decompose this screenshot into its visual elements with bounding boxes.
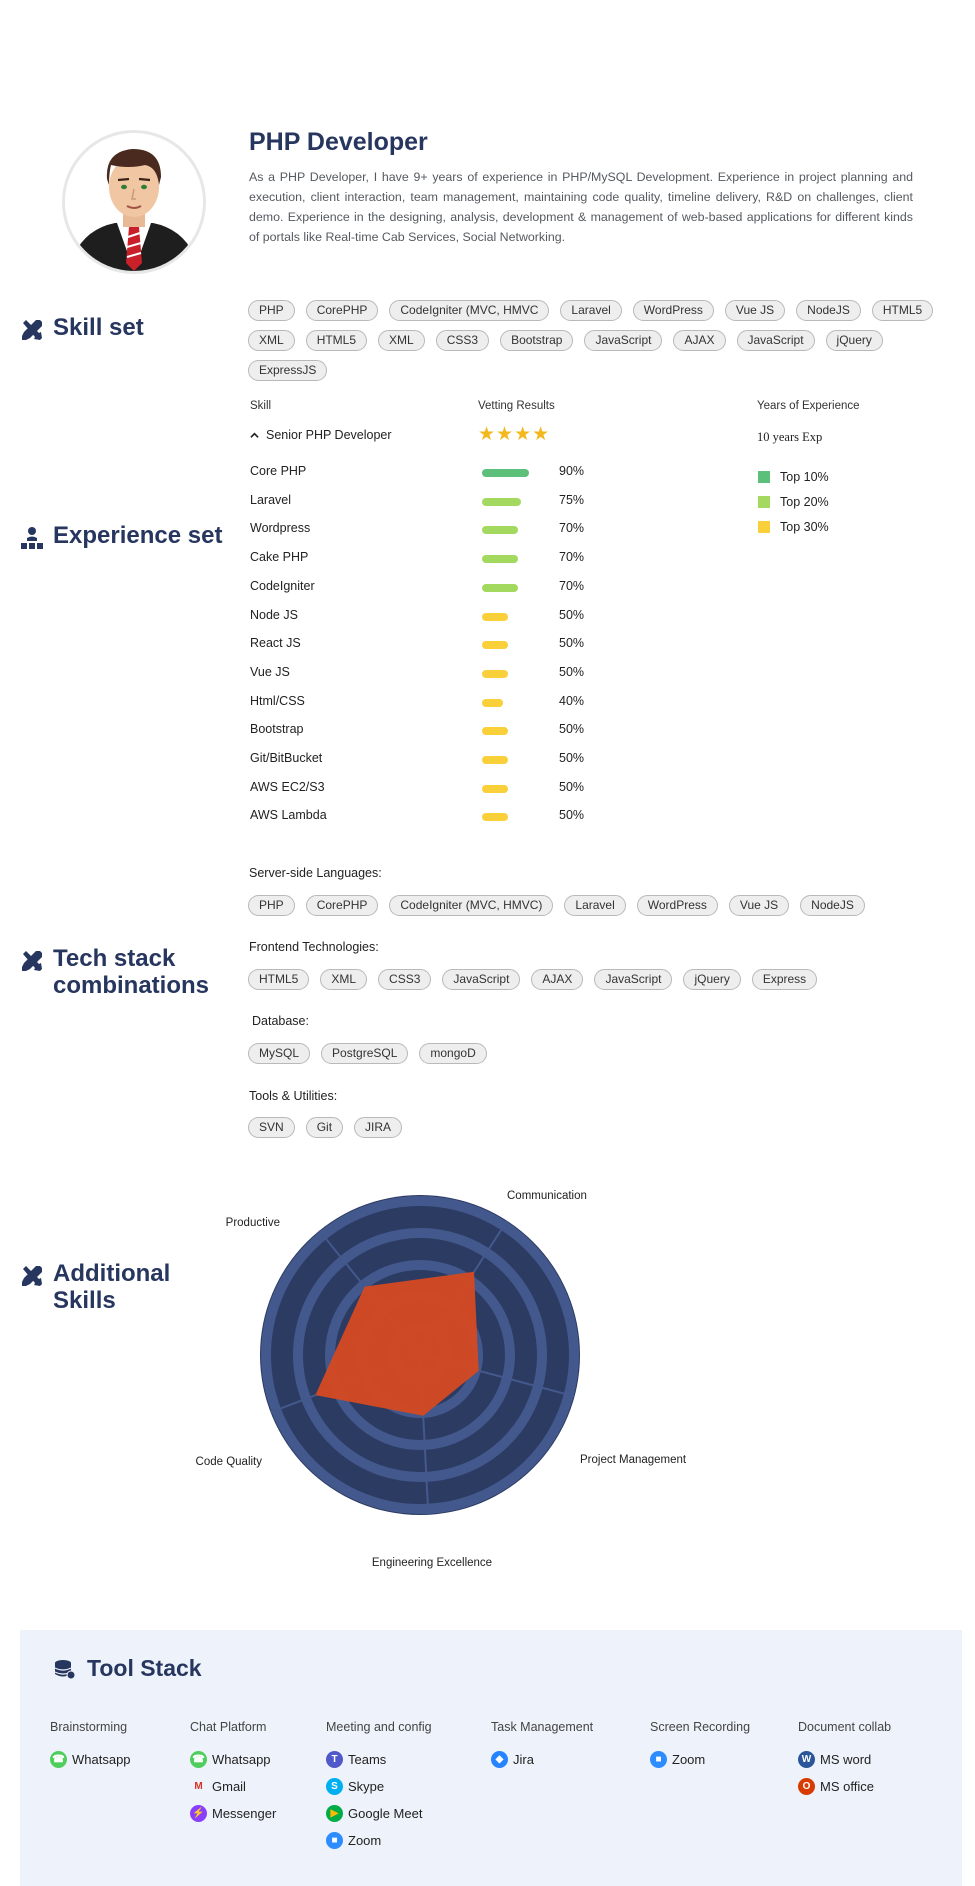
skill-name: Core PHP: [250, 464, 307, 478]
column-header-vetting: Vetting Results: [478, 400, 555, 412]
tool-name: Gmail: [212, 1778, 246, 1794]
tool-category-label: Chat Platform: [190, 1720, 267, 1734]
frontend-tag: Express: [752, 969, 817, 990]
server-side-tag: CorePHP: [306, 895, 379, 916]
frontend-tag: jQuery: [683, 969, 740, 990]
frontend-tag: JavaScript: [442, 969, 520, 990]
star-icon: ★: [514, 424, 532, 445]
star-icon: ★: [532, 424, 550, 445]
table-row: [250, 751, 610, 769]
tool-name: MS word: [820, 1751, 872, 1767]
server-side-tag: Laravel: [564, 895, 625, 916]
tool-item: [650, 1750, 750, 1768]
skill-percent: 70%: [559, 550, 585, 565]
skill-percent: 75%: [559, 492, 585, 507]
skill-tag: JavaScript: [737, 330, 815, 351]
tool-category-label: Screen Recording: [650, 1720, 751, 1734]
zoom-icon: ■: [326, 1832, 343, 1849]
teams-icon: T: [326, 1751, 343, 1768]
tools-icon: [20, 949, 44, 973]
frontend-tag: CSS3: [378, 969, 431, 990]
skill-name: Wordpress: [250, 521, 311, 536]
additional-skills-heading: [20, 1260, 170, 1314]
skill-name: Html/CSS: [250, 693, 305, 708]
tool-name: Whatsapp: [212, 1751, 271, 1767]
skill-percent: 70%: [559, 521, 585, 536]
radar-axis-label: Engineering Excellence: [371, 1557, 493, 1569]
server-side-label: Server-side Languages:: [249, 866, 382, 880]
skill-name: AWS Lambda: [250, 808, 327, 823]
skill-name: Bootstrap: [250, 722, 304, 737]
skill-tag: jQuery: [826, 330, 883, 351]
server-side-tag: NodeJS: [800, 895, 865, 916]
tools-label: Tools & Utilities:: [249, 1089, 338, 1103]
tool-item: [326, 1777, 432, 1795]
table-row: [250, 694, 610, 712]
skill-tag: XML: [248, 330, 295, 351]
server-side-tags: [248, 895, 876, 916]
table-row: [250, 521, 610, 539]
tool-name: Whatsapp: [72, 1751, 131, 1767]
tech-stack-title-line-2: combinations: [53, 972, 210, 999]
gmail-icon: M: [194, 1780, 203, 1792]
skill-name: Git/BitBucket: [250, 751, 323, 765]
skill-name: Node JS: [250, 607, 298, 622]
tool-item: [190, 1777, 276, 1795]
skill-percent: 50%: [559, 664, 585, 679]
legend-swatch: [758, 496, 770, 508]
messenger-icon: ⚡: [190, 1805, 207, 1822]
skill-progress-bar: [482, 813, 508, 821]
table-row: [250, 808, 610, 826]
tool-item: [326, 1831, 432, 1849]
skill-name: React JS: [250, 636, 301, 651]
legend-swatch: [758, 471, 770, 483]
tool-stack-panel: [20, 1630, 962, 1886]
legend-label: Top 20%: [780, 495, 829, 509]
tool-category-label: Document collab: [798, 1720, 892, 1734]
skill-tag: CorePHP: [306, 300, 379, 321]
frontend-tag: XML: [320, 969, 367, 990]
database-label: Database:: [252, 1014, 309, 1028]
table-row: [250, 464, 610, 482]
tools-icon: [20, 1264, 44, 1288]
table-row: [250, 608, 610, 626]
skill-tag: AJAX: [673, 330, 725, 351]
tool-category-label: Task Management: [491, 1720, 594, 1734]
skill-tag: Vue JS: [725, 300, 785, 321]
tool-item: [50, 1750, 131, 1768]
legend-label: Top 30%: [780, 520, 829, 534]
table-row: [250, 579, 610, 597]
tool-item: [326, 1804, 432, 1822]
skill-progress-bar: [482, 785, 508, 793]
tool-category-column: [326, 1720, 432, 1858]
tool-tag: SVN: [248, 1117, 295, 1138]
table-row: [250, 665, 610, 683]
database-tag: PostgreSQL: [321, 1043, 408, 1064]
legend-label: Top 10%: [780, 470, 829, 484]
legend-swatch: [758, 521, 770, 533]
tech-stack-heading: [20, 945, 209, 999]
skill-percent: 50%: [559, 751, 585, 765]
skill-percent: 70%: [559, 578, 585, 593]
tool-category-column: [798, 1720, 891, 1804]
skill-tag: WordPress: [633, 300, 714, 321]
tool-item: [798, 1750, 891, 1768]
skill-set-tags: [248, 300, 948, 381]
tool-category-column: [650, 1720, 750, 1777]
skill-name: AWS EC2/S3: [250, 779, 325, 794]
skill-progress-bar: [482, 756, 508, 764]
additional-skills-title-line-1: Additional: [53, 1260, 171, 1287]
skill-percent: 50%: [559, 722, 585, 737]
tool-item: [190, 1750, 276, 1768]
rating-stars: [478, 425, 549, 445]
tool-name: Messenger: [212, 1805, 277, 1821]
skill-name: Laravel: [250, 492, 291, 507]
database-stack-icon: [53, 1658, 75, 1680]
whatsapp-icon: ☎: [50, 1751, 67, 1768]
tool-category-column: [50, 1720, 131, 1777]
legend-item: [758, 520, 829, 534]
database-tag: MySQL: [248, 1043, 310, 1064]
tool-stack-heading: [53, 1655, 202, 1682]
database-tag: mongoD: [419, 1043, 486, 1064]
skill-name: Cake PHP: [250, 550, 309, 565]
skill-percent: 50%: [559, 607, 585, 622]
skill-progress-bar: [482, 699, 503, 707]
tool-category-column: [491, 1720, 593, 1777]
tool-item: [190, 1804, 276, 1822]
skill-progress-bar: [482, 498, 521, 506]
skill-tag: HTML5: [306, 330, 367, 351]
skill-progress-bar: [482, 584, 518, 592]
skill-tag: JavaScript: [584, 330, 662, 351]
skill-progress-bar: [482, 670, 508, 678]
tool-category-column: [190, 1720, 276, 1831]
table-row: [250, 780, 610, 798]
tool-item: [798, 1777, 891, 1795]
skill-tag: Laravel: [560, 300, 621, 321]
experience-set-heading: [20, 522, 222, 550]
tool-name: MS office: [820, 1778, 874, 1794]
skill-progress-bar: [482, 555, 518, 563]
frontend-tags: [248, 969, 828, 990]
skill-percent: 50%: [559, 808, 585, 823]
skill-name: Vue JS: [250, 664, 290, 679]
legend-item: [758, 495, 829, 509]
additional-skills-title-line-2: Skills: [53, 1287, 116, 1314]
person-tree-icon: [20, 526, 44, 550]
tool-tag: Git: [306, 1117, 343, 1138]
tool-name: Zoom: [348, 1832, 382, 1848]
star-icon: ★: [496, 424, 514, 445]
google-meet-icon: ▶: [326, 1805, 343, 1822]
tool-name: Jira: [513, 1751, 534, 1767]
whatsapp-icon: ☎: [190, 1751, 207, 1768]
skill-percent: 50%: [559, 636, 585, 651]
chevron-up-icon: [250, 431, 259, 440]
legend-item: [758, 470, 829, 484]
radar-axis-label: Communication: [507, 1190, 587, 1202]
frontend-tag: AJAX: [531, 969, 583, 990]
tool-name: Teams: [348, 1751, 387, 1767]
column-header-skill: Skill: [250, 400, 272, 412]
tools-icon: [20, 318, 44, 342]
tool-stack-title: Tool Stack: [87, 1655, 202, 1681]
server-side-tag: PHP: [248, 895, 295, 916]
radar-axis-label: Code Quality: [195, 1456, 262, 1468]
skill-progress-bar: [482, 469, 529, 477]
avatar: [62, 130, 206, 274]
skill-percent: 90%: [559, 464, 585, 478]
skill-tag: HTML5: [872, 300, 933, 321]
tool-name: Zoom: [672, 1751, 706, 1767]
database-tags: [248, 1043, 498, 1064]
skill-set-title: Skill set: [53, 314, 144, 341]
tool-tag: JIRA: [354, 1117, 402, 1138]
zoom-icon: ■: [650, 1751, 667, 1768]
tool-category-label: Brainstorming: [50, 1720, 128, 1734]
server-side-tag: Vue JS: [729, 895, 789, 916]
frontend-tag: JavaScript: [594, 969, 672, 990]
role-label: Senior PHP Developer: [266, 428, 392, 442]
skill-tag: XML: [378, 330, 425, 351]
server-side-tag: WordPress: [637, 895, 718, 916]
skill-progress-bar: [482, 641, 508, 649]
skill-tag: PHP: [248, 300, 295, 321]
tech-stack-title-line-1: Tech stack: [53, 945, 176, 972]
skill-tag: Bootstrap: [500, 330, 573, 351]
tool-category-label: Meeting and config: [326, 1720, 432, 1734]
jira-icon: ◆: [491, 1751, 508, 1768]
skill-tag: NodeJS: [796, 300, 861, 321]
tool-name: Google Meet: [348, 1805, 423, 1821]
skype-icon: S: [326, 1778, 343, 1795]
column-header-years: Years of Experience: [757, 400, 860, 412]
radar-axis-label: Project Management: [580, 1454, 687, 1466]
skill-progress-bar: [482, 526, 518, 534]
tool-item: [326, 1750, 432, 1768]
page-title: PHP Developer: [249, 128, 428, 156]
skill-progress-bar: [482, 613, 508, 621]
years-experience: 10 years Exp: [757, 430, 823, 444]
tool-item: [491, 1750, 593, 1768]
ms-word-icon: W: [798, 1751, 815, 1768]
table-row: [250, 550, 610, 568]
skill-percent: 50%: [559, 779, 585, 794]
table-row: [250, 722, 610, 740]
frontend-label: Frontend Technologies:: [249, 940, 379, 954]
skill-name: CodeIgniter: [250, 578, 315, 593]
radar-axis-label: Productive: [225, 1217, 280, 1229]
server-side-tag: CodeIgniter (MVC, HMVC): [389, 895, 553, 916]
star-icon: ★: [478, 424, 496, 445]
skill-progress-bar: [482, 727, 508, 735]
table-row: [250, 636, 610, 654]
role-toggle[interactable]: [250, 428, 392, 442]
profile-description: As a PHP Developer, I have 9+ years of experience in PHP/MySQL Development. Experience in project planning and execution, client interaction, team management, maintaining code quality, timeline delivery, R&D on challenges, client demo. Experience in the designing, analysis, development & management of web-based applications for different kinds of portals like Real-time Cab Services, Social Networking.: [249, 170, 913, 244]
tools-tags: [248, 1117, 413, 1138]
ms-office-icon: O: [798, 1778, 815, 1795]
skill-tag: CSS3: [436, 330, 489, 351]
skills-radar-chart: [180, 1185, 700, 1575]
experience-set-title: Experience set: [53, 522, 223, 549]
table-row: [250, 493, 610, 511]
skill-set-heading: [20, 314, 144, 342]
skill-tag: CodeIgniter (MVC, HMVC: [389, 300, 549, 321]
skill-percent: 40%: [559, 693, 585, 708]
skill-tag: ExpressJS: [248, 360, 327, 381]
frontend-tag: HTML5: [248, 969, 309, 990]
tool-name: Skype: [348, 1778, 385, 1794]
